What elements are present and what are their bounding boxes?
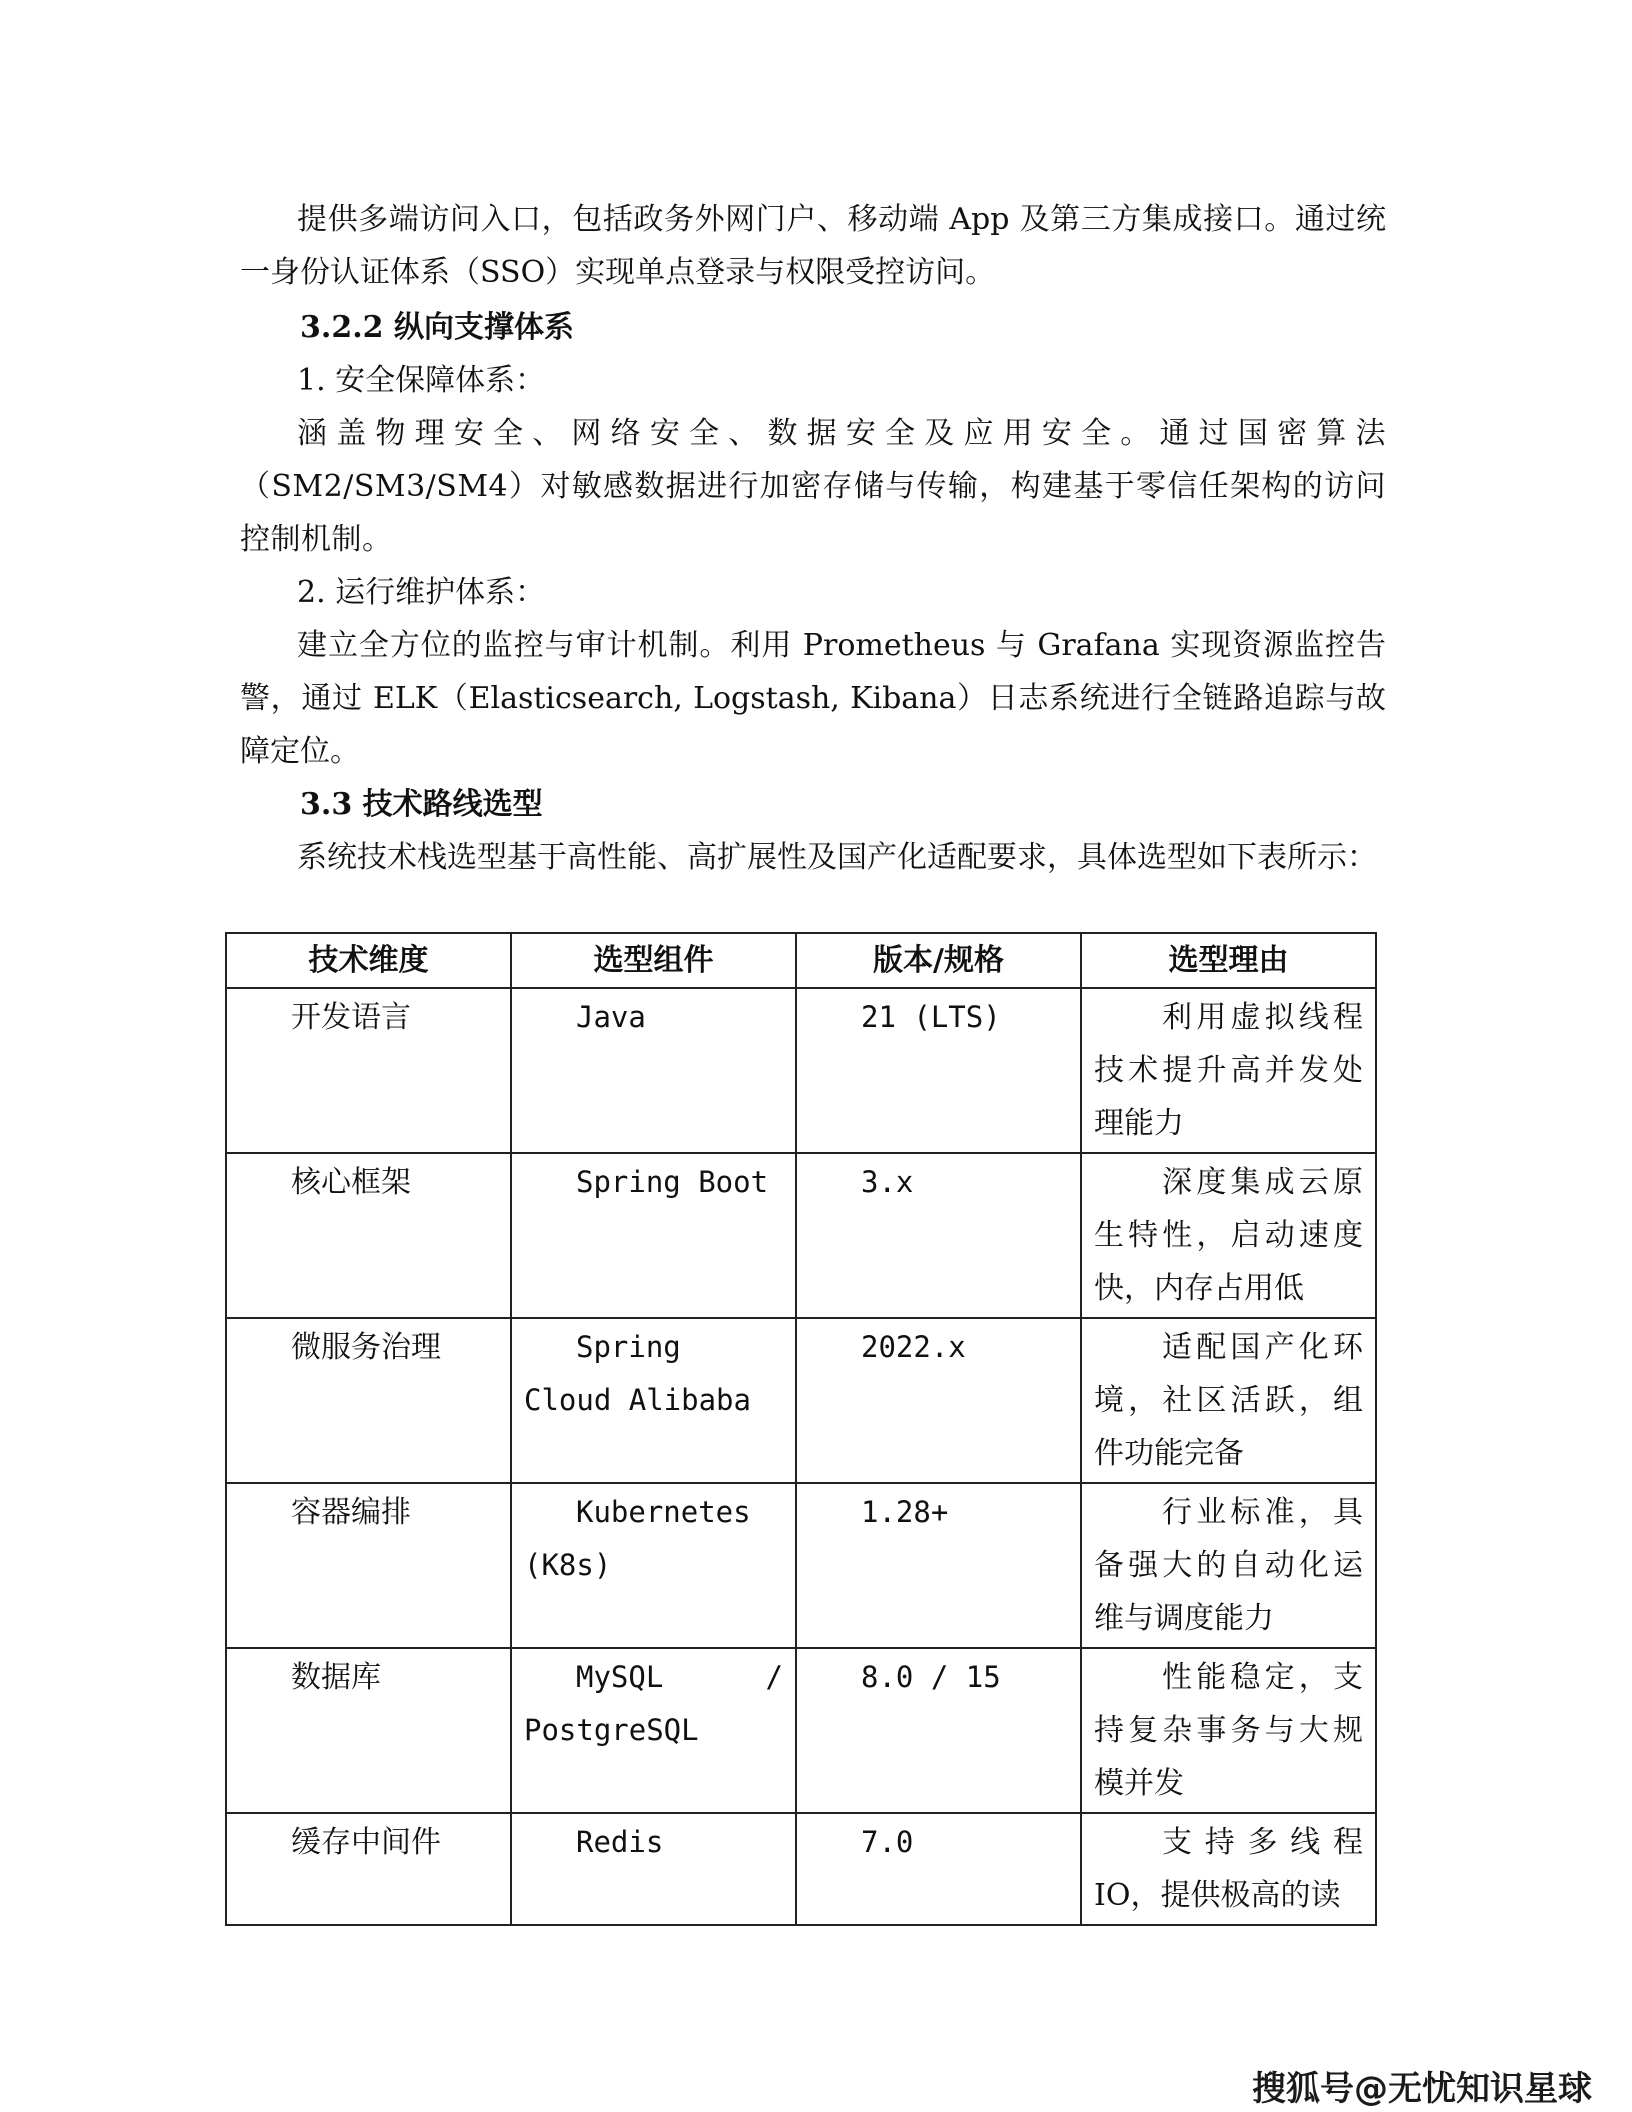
- cell-dimension: 数据库: [226, 1648, 511, 1813]
- cell-component: Spring Boot: [511, 1153, 796, 1318]
- cell-component: Java: [511, 988, 796, 1153]
- cell-reason: 利用虚拟线程技术提升高并发处理能力: [1081, 988, 1376, 1153]
- cell-dimension: 缓存中间件: [226, 1813, 511, 1925]
- cell-version: 1.28+: [796, 1483, 1081, 1648]
- section-heading-322: 3.2.2 纵向支撑体系: [300, 310, 574, 345]
- tech-route-intro: 系统技术栈选型基于高性能、高扩展性及国产化适配要求，具体选型如下表所示：: [297, 840, 1377, 875]
- table-row: [226, 988, 1376, 1153]
- cell-reason: 支持多线程IO，提供极高的读: [1081, 1813, 1376, 1925]
- cell-component: MySQL / PostgreSQL: [511, 1648, 796, 1813]
- table-row: [226, 1318, 1376, 1483]
- cell-reason: 行业标准，具备强大的自动化运维与调度能力: [1081, 1483, 1376, 1648]
- table-row: [226, 1813, 1376, 1925]
- table-row: [226, 1483, 1376, 1648]
- cell-reason: 适配国产化环境，社区活跃，组件功能完备: [1081, 1318, 1376, 1483]
- section-heading-33: 3.3 技术路线选型: [300, 787, 543, 822]
- cell-component: Redis: [511, 1813, 796, 1925]
- header-component: 选型组件: [511, 933, 796, 988]
- list-item-security-label: 1. 安全保障体系：: [297, 363, 546, 398]
- cell-component: Spring Cloud Alibaba: [511, 1318, 796, 1483]
- cell-dimension: 容器编排: [226, 1483, 511, 1648]
- cell-dimension: 微服务治理: [226, 1318, 511, 1483]
- cell-dimension: 开发语言: [226, 988, 511, 1153]
- operations-paragraph: 建立全方位的监控与审计机制。利用 Prometheus 与 Grafana 实现资源监控告警，通过 ELK（Elasticsearch, Logstash, Kibana）日志系统进行全链路追踪与故障定位。: [240, 628, 1386, 769]
- cell-version: 21 (LTS): [796, 988, 1081, 1153]
- tech-selection-table: [225, 932, 1377, 1926]
- cell-version: 3.x: [796, 1153, 1081, 1318]
- cell-version: 7.0: [796, 1813, 1081, 1925]
- header-dimension: 技术维度: [226, 933, 511, 988]
- header-reason: 选型理由: [1081, 933, 1376, 988]
- security-paragraph: 涵盖物理安全、网络安全、数据安全及应用安全。通过国密算法（SM2/SM3/SM4）对敏感数据进行加密存储与传输，构建基于零信任架构的访问控制机制。: [240, 416, 1386, 557]
- cell-component: Kubernetes (K8s): [511, 1483, 796, 1648]
- cell-version: 8.0 / 15: [796, 1648, 1081, 1813]
- intro-paragraph: 提供多端访问入口，包括政务外网门户、移动端 App 及第三方集成接口。通过统一身份认证体系（SSO）实现单点登录与权限受控访问。: [240, 202, 1386, 290]
- table-row: [226, 1648, 1376, 1813]
- header-version: 版本/规格: [796, 933, 1081, 988]
- cell-reason: 性能稳定，支持复杂事务与大规模并发: [1081, 1648, 1376, 1813]
- cell-dimension: 核心框架: [226, 1153, 511, 1318]
- cell-version: 2022.x: [796, 1318, 1081, 1483]
- list-item-operations-label: 2. 运行维护体系：: [297, 575, 546, 610]
- table-header-row: [226, 933, 1376, 988]
- cell-reason: 深度集成云原生特性，启动速度快，内存占用低: [1081, 1153, 1376, 1318]
- watermark: 搜狐号@无忧知识星球: [1252, 2069, 1592, 2109]
- table-row: [226, 1153, 1376, 1318]
